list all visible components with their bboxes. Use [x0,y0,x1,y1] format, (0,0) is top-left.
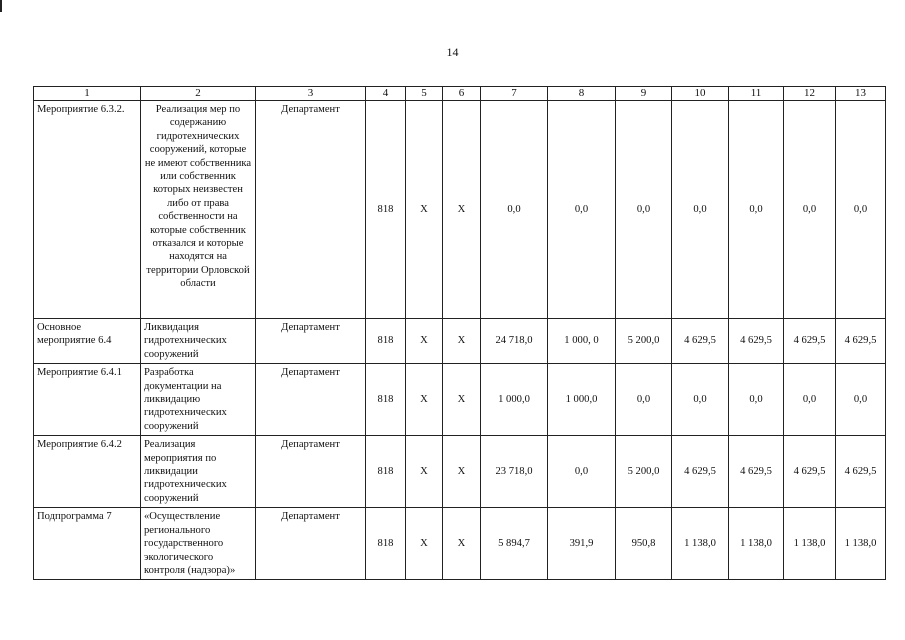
table-cell-col-13: 0,0 [836,364,886,436]
table-cell-col-11: 4 629,5 [729,436,784,508]
table-cell-col-7: 24 718,0 [481,319,548,364]
table-cell-col-6: Х [443,508,481,580]
table-cell-col-8: 1 000, 0 [548,319,616,364]
table-cell-col-2: Ликвидация гидротехнических сооружений [141,319,256,364]
table-cell-col-13: 4 629,5 [836,436,886,508]
table-cell-col-9: 950,8 [616,508,672,580]
table-cell-col-3: Департамент [256,319,366,364]
table-cell-col-7: 23 718,0 [481,436,548,508]
table-row [34,364,886,436]
table-cell-col-5: Х [406,101,443,319]
table-cell-col-12: 0,0 [784,101,836,319]
table-cell-col-11: 1 138,0 [729,508,784,580]
table-cell-col-10: 4 629,5 [672,436,729,508]
table-cell-col-12: 0,0 [784,364,836,436]
header-row [34,87,886,101]
budget-table [33,86,886,580]
header-cell-8: 8 [548,87,616,101]
table-cell-col-9: 0,0 [616,364,672,436]
table-cell-col-13: 1 138,0 [836,508,886,580]
table-cell-col-9: 5 200,0 [616,436,672,508]
table-cell-col-8: 0,0 [548,101,616,319]
table-cell-col-6: Х [443,319,481,364]
header-cell-4: 4 [366,87,406,101]
table-cell-col-7: 1 000,0 [481,364,548,436]
table-cell-col-5: Х [406,508,443,580]
header-cell-2: 2 [141,87,256,101]
header-cell-9: 9 [616,87,672,101]
table-cell-col-8: 391,9 [548,508,616,580]
table-cell-col-8: 1 000,0 [548,364,616,436]
table-cell-col-1: Основное мероприятие 6.4 [34,319,141,364]
table-cell-col-4: 818 [366,436,406,508]
table-row [34,436,886,508]
table-cell-col-2: Реализация мероприятия по ликвидации гидротехнических сооружений [141,436,256,508]
header-cell-12: 12 [784,87,836,101]
table-row [34,319,886,364]
header-cell-7: 7 [481,87,548,101]
table-body [34,101,886,580]
table-cell-col-3: Департамент [256,101,366,319]
table-cell-col-4: 818 [366,364,406,436]
table-cell-col-12: 1 138,0 [784,508,836,580]
header-cell-10: 10 [672,87,729,101]
table-cell-col-2: Реализация мер по содержанию гидротехнических сооружений, которые не имеют собственника или собственник которых неизвестен либо от права собственности на которые собственник отказался и которые находятся на территории Орловской области [141,101,256,319]
table-cell-col-6: Х [443,436,481,508]
table-cell-col-5: Х [406,319,443,364]
table-cell-col-2: Разработка документации на ликвидацию гидротехнических сооружений [141,364,256,436]
table-cell-col-4: 818 [366,101,406,319]
header-cell-5: 5 [406,87,443,101]
table-cell-col-9: 5 200,0 [616,319,672,364]
table-cell-col-12: 4 629,5 [784,436,836,508]
table-cell-col-3: Департамент [256,436,366,508]
table-cell-col-11: 0,0 [729,101,784,319]
table-header [34,87,886,101]
table-cell-col-6: Х [443,101,481,319]
table-cell-col-13: 0,0 [836,101,886,319]
table-cell-col-1: Мероприятие 6.4.2 [34,436,141,508]
table-cell-col-5: Х [406,436,443,508]
header-cell-6: 6 [443,87,481,101]
table-cell-col-8: 0,0 [548,436,616,508]
table-cell-col-13: 4 629,5 [836,319,886,364]
table-cell-col-1: Мероприятие 6.4.1 [34,364,141,436]
table-cell-col-7: 0,0 [481,101,548,319]
scan-edge-mark [0,0,2,12]
table-cell-col-10: 0,0 [672,101,729,319]
table-cell-col-4: 818 [366,319,406,364]
table-cell-col-10: 0,0 [672,364,729,436]
page-number: 14 [446,45,459,59]
table-cell-col-6: Х [443,364,481,436]
table-cell-col-10: 4 629,5 [672,319,729,364]
header-cell-1: 1 [34,87,141,101]
table-row [34,101,886,319]
header-cell-3: 3 [256,87,366,101]
table-cell-col-5: Х [406,364,443,436]
table-cell-col-7: 5 894,7 [481,508,548,580]
table-cell-col-3: Департамент [256,508,366,580]
table-cell-col-2: «Осуществление регионального государственного экологического контроля (надзора)» [141,508,256,580]
table-cell-col-3: Департамент [256,364,366,436]
header-cell-13: 13 [836,87,886,101]
table-cell-col-4: 818 [366,508,406,580]
header-cell-11: 11 [729,87,784,101]
table-cell-col-1: Мероприятие 6.3.2. [34,101,141,319]
table-cell-col-12: 4 629,5 [784,319,836,364]
table-cell-col-9: 0,0 [616,101,672,319]
table-row [34,508,886,580]
table-cell-col-11: 4 629,5 [729,319,784,364]
table-cell-col-1: Подпрограмма 7 [34,508,141,580]
table-cell-col-11: 0,0 [729,364,784,436]
table-cell-col-10: 1 138,0 [672,508,729,580]
